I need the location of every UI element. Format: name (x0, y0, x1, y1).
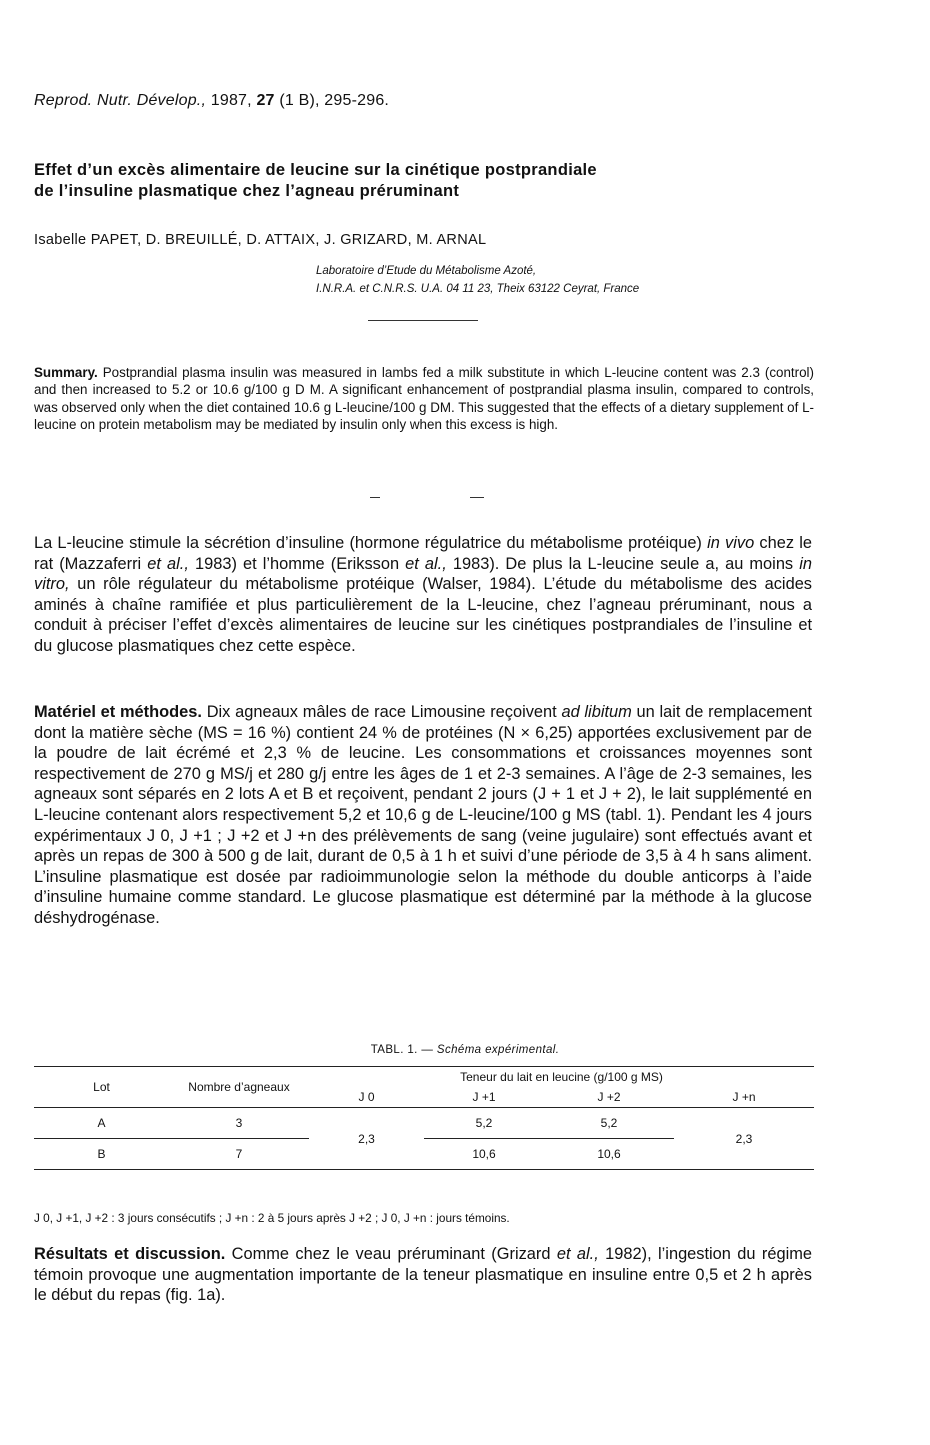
methods-text: Dix agneaux mâles de race Limousine reçoivent (201, 703, 562, 721)
intro-italic: in vitro, (34, 554, 812, 594)
cell-j2: 10,6 (544, 1139, 674, 1170)
journal-citation (34, 92, 389, 110)
affiliation (316, 262, 639, 298)
results-paragraph (34, 1244, 812, 1306)
methods-text: un lait de remplacement dont la matière sèche (MS = 16 %) contient 24 % de protéines (N × 6,25) apportées exclusivement par de la poudre de lait écrémé et 2,3 % de leucine. Les consommations et croissances moyennes sont respectivement de 270 g MS/j et 280 g/j entre les âges de 1 et 2-3 semaines. A l’âge de 2-3 semaines, les agneaux sont séparés en 2 lots A et B et reçoivent, pendant 2 jours (J + 1 et J + 2), le lait supplémenté en L-leucine contenant alors respectivement 5,2 et 10,6 g de L-leucine/100 g MS (tabl. 1). Pendant les 4 jours expérimentaux J 0, J +1 ; J +2 et J +n des prélèvements de sang (veine jugulaire) sont effectués avant et après un repas de 300 à 500 g de lait, durant de 0,5 à 1 h et suivi d’une période de 3,5 à 4 h sans aliment. L’insuline plasmatique est dosée par radioimmunologie selon la méthode du double anticorps à l’aide d’insuline humaine comme standard. Le glucose plasmatique est déterminé par la méthode à la glucose déshydrogénase. (34, 703, 812, 927)
cell-lot: B (34, 1139, 169, 1170)
summary-divider-left (370, 497, 380, 498)
col-header-lot: Lot (34, 1067, 169, 1108)
results-italic: et al., (556, 1245, 599, 1263)
header-divider (368, 320, 478, 321)
intro-text: chez le rat (Mazzaferri (34, 534, 812, 573)
cell-j1: 10,6 (424, 1139, 544, 1170)
experiment-table (34, 1066, 814, 1170)
paper-title (34, 160, 597, 202)
results-text: Comme chez le veau préruminant (Grizard (225, 1245, 557, 1263)
intro-italic: et al., (405, 554, 447, 573)
summary-paragraph (34, 364, 814, 434)
citation-pages: 295-296. (324, 92, 390, 109)
affiliation-line-1: Laboratoire d’Etude du Métabolisme Azoté, (316, 265, 537, 277)
cell-nombre: 7 (169, 1139, 309, 1170)
table-row (34, 1108, 814, 1139)
author-list: Isabelle PAPET, D. BREUILLÉ, D. ATTAIX, J. GRIZARD, M. ARNAL (34, 232, 487, 248)
cell-j0: 2,3 (309, 1108, 424, 1170)
results-text: 1982), l’ingestion du régime témoin provoque une augmentation importante de la teneur plasmatique en insuline entre 0,5 et 2 h après le début du repas (fig. 1a). (34, 1245, 813, 1305)
intro-text: La L-leucine stimule la sécrétion d’insuline (hormone régulatrice du métabolisme protéique) (34, 534, 708, 552)
results-heading: Résultats et discussion. (34, 1245, 226, 1263)
journal-name: Reprod. Nutr. Dévelop., (34, 92, 207, 109)
cell-j1: 5,2 (424, 1108, 544, 1139)
col-header-jn: J +n (674, 1087, 814, 1108)
col-header-teneur: Teneur du lait en leucine (g/100 g MS) (309, 1067, 814, 1088)
intro-italic: et al., (147, 554, 189, 573)
col-header-nombre: Nombre d’agneaux (169, 1067, 309, 1108)
methods-heading: Matériel et méthodes. (34, 703, 202, 721)
intro-paragraph (34, 533, 812, 657)
cell-jn: 2,3 (674, 1108, 814, 1170)
table-footnote: J 0, J +1, J +2 : 3 jours consécutifs ; J +n : 2 à 5 jours après J +2 ; J 0, J +n : jours témoins. (34, 1211, 510, 1225)
col-header-j2: J +2 (544, 1087, 674, 1108)
intro-text: 1983). De plus la L-leucine seule a, au moins (446, 554, 800, 573)
title-line-2: de l’insuline plasmatique chez l’agneau préruminant (34, 182, 460, 200)
intro-italic: in vivo (707, 534, 755, 552)
col-header-j0: J 0 (309, 1087, 424, 1108)
table-caption-label: TABL. 1. — (370, 1044, 434, 1056)
methods-paragraph (34, 702, 812, 929)
methods-italic: ad libitum (561, 703, 632, 721)
summary-text: Postprandial plasma insulin was measured in lambs fed a milk substitute in which L-leucine content was 2.3 (control) and then increased to 5.2 or 10.6 g/100 g D M. A significant enhancement of postprandial plasma insulin, compared to controls, was observed only when the diet contained 10.6 g L-leucine/100 g DM. This suggested that the effects of a dietary supplement of L-leucine on protein metabolism may be mediated by insulin only when this excess is high. (34, 365, 814, 433)
citation-issue: (1 B), (279, 92, 320, 109)
intro-text: 1983) et l’homme (Eriksson (188, 554, 406, 573)
title-line-1: Effet d’un excès alimentaire de leucine sur la cinétique postprandiale (34, 161, 597, 179)
citation-year: 1987, (210, 92, 252, 109)
cell-nombre: 3 (169, 1108, 309, 1139)
table-caption-title: Schéma expérimental. (436, 1044, 560, 1056)
intro-text: un rôle régulateur du métabolisme protéique (Walser, 1984). L’étude du métabolisme des acides aminés à chaîne ramifiée et plus particulièrement de la L-leucine, chez l’agneau préruminant, nous a conduit à préciser l’effet d’excès alimentaires de leucine sur les cinétiques postprandiales de l’insuline et du glucose plasmatiques chez cette espèce. (34, 575, 812, 655)
col-header-j1: J +1 (424, 1087, 544, 1108)
table-caption (0, 1044, 930, 1056)
summary-label: Summary. (34, 365, 98, 380)
citation-volume: 27 (256, 92, 275, 109)
affiliation-line-2: I.N.R.A. et C.N.R.S. U.A. 04 11 23, Theix 63122 Ceyrat, France (316, 283, 640, 295)
cell-j2: 5,2 (544, 1108, 674, 1139)
cell-lot: A (34, 1108, 169, 1139)
summary-divider-right (470, 497, 484, 498)
